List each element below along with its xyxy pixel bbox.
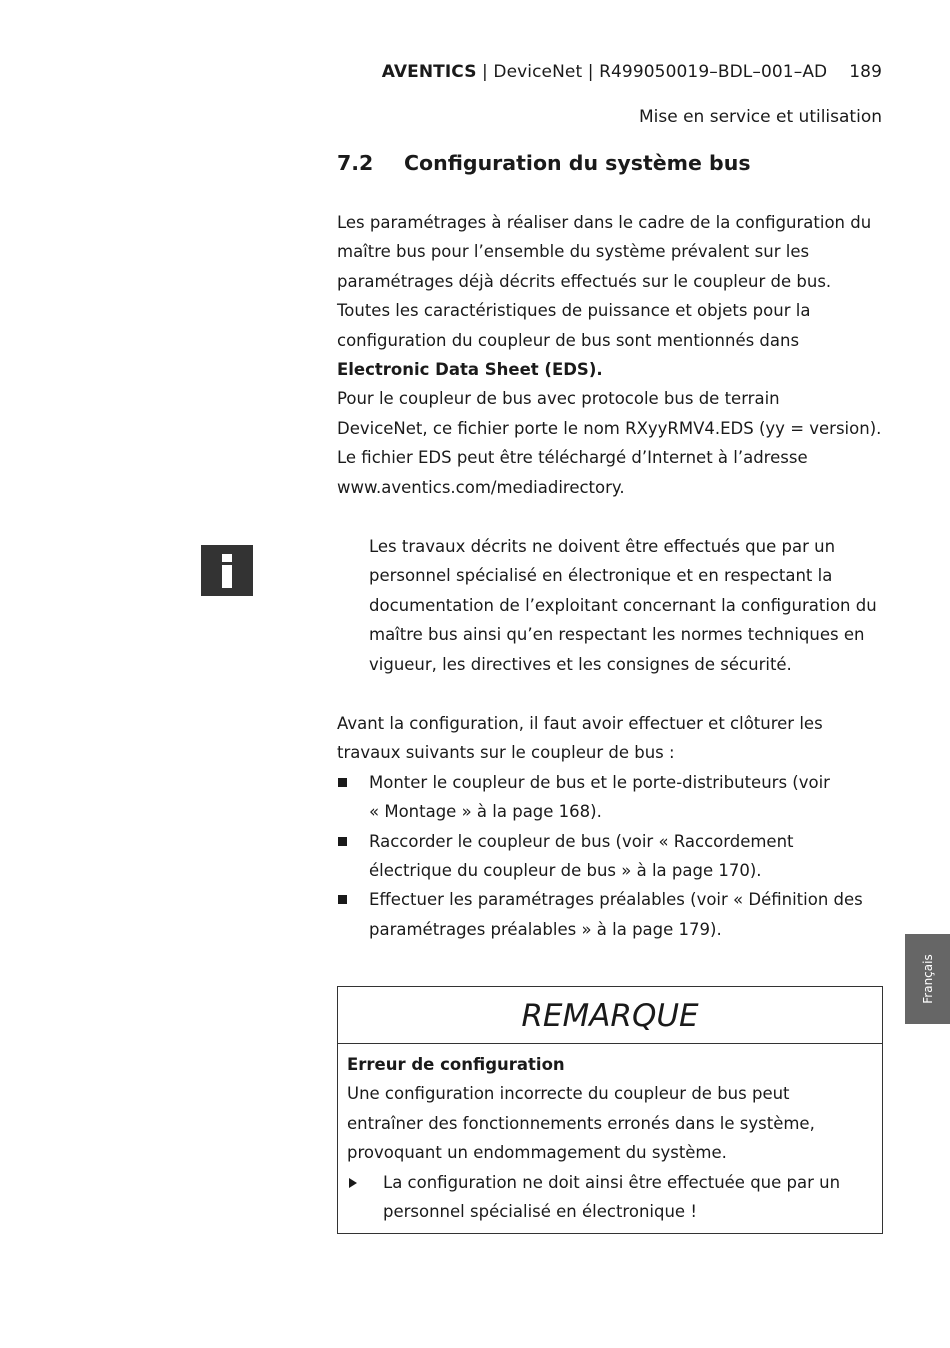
chapter-title: Mise en service et utilisation	[638, 107, 882, 127]
running-header	[382, 62, 882, 82]
text-line: Les travaux décrits ne doivent être effectués que par un	[369, 537, 836, 556]
text-line: Avant la configuration, il faut avoir effectuer et clôturer les	[337, 714, 823, 733]
info-icon	[201, 545, 253, 596]
notice-subtitle: Erreur de configuration	[347, 1055, 565, 1074]
text-line: vigueur, les directives et les consignes de sécurité.	[369, 654, 792, 674]
page-number: 189	[849, 62, 882, 82]
document-info: | DeviceNet | R499050019–BDL–001–AD	[476, 62, 828, 82]
text-line: maître bus ainsi qu’en respectant les normes techniques en	[369, 625, 865, 645]
text-line: Le fichier EDS peut être téléchargé d’Internet à l’adresse	[337, 448, 808, 468]
info-note	[369, 532, 892, 679]
intro-paragraph	[337, 208, 892, 502]
text-line: configuration du coupleur de bus sont mentionnés dans	[337, 330, 800, 350]
page-reference: « Montage » à la page 168).	[369, 802, 602, 822]
page-reference: paramétrages préalables » à la page 179).	[369, 919, 722, 939]
text-line: entraîner des fonctionnements erronés dans le système,	[347, 1113, 815, 1133]
prerequisite-list	[337, 768, 892, 944]
text-line: Pour le coupleur de bus avec protocole bus de terrain	[337, 389, 780, 409]
section-title: Configuration du système bus	[404, 151, 751, 175]
text-line: personnel spécialisé en électronique et en respectant la	[369, 566, 833, 586]
section-number: 7.2	[337, 151, 374, 175]
text-line: documentation de l’exploitant concernant la configuration du	[369, 595, 877, 615]
text-line: DeviceNet, ce fichier porte le nom RXyyRMV4.EDS (yy = version).	[337, 418, 882, 438]
text-line: maître bus pour l’ensemble du système prévalent sur les	[337, 242, 810, 262]
language-tab	[905, 934, 950, 1024]
eds-term: Electronic Data Sheet (EDS).	[337, 360, 603, 380]
brand-name: AVENTICS	[381, 62, 477, 82]
text-line: Les paramétrages à réaliser dans le cadre de la configuration du	[337, 213, 872, 232]
list-item: Raccorder le coupleur de bus (voir « Raccordement électrique du coupleur de bus » à la page 170).	[337, 827, 892, 886]
url-line: www.aventics.com/mediadirectory.	[337, 477, 625, 497]
text-line: provoquant un endommagement du système.	[347, 1143, 727, 1163]
list-item: Monter le coupleur de bus et le porte-distributeurs (voir « Montage » à la page 168).	[337, 768, 892, 827]
arrow-right-icon	[349, 1178, 357, 1188]
notice-body	[338, 1044, 882, 1226]
bullet-square-icon	[338, 778, 347, 787]
text-line: Toutes les caractéristiques de puissance et objets pour la	[337, 301, 811, 321]
bullet-square-icon	[338, 895, 347, 904]
language-tab-label: Français	[920, 954, 935, 1004]
text-line: paramétrages déjà décrits effectués sur le coupleur de bus.	[337, 271, 832, 291]
list-item: Effectuer les paramétrages préalables (voir « Définition des paramétrages préalables » à la page 179).	[337, 885, 892, 944]
section-heading	[337, 151, 751, 175]
bullet-square-icon	[338, 837, 347, 846]
page-reference: électrique du coupleur de bus » à la page 170).	[369, 861, 762, 881]
notice-box	[337, 986, 883, 1234]
prerequisites	[337, 709, 892, 944]
text-line: travaux suivants sur le coupleur de bus :	[337, 743, 675, 763]
action-item: La configuration ne doit ainsi être effectuée que par un personnel spécialisé en électronique !	[347, 1168, 873, 1227]
notice-heading: REMARQUE	[338, 987, 882, 1044]
text-line: Une configuration incorrecte du coupleur de bus peut	[347, 1084, 790, 1104]
